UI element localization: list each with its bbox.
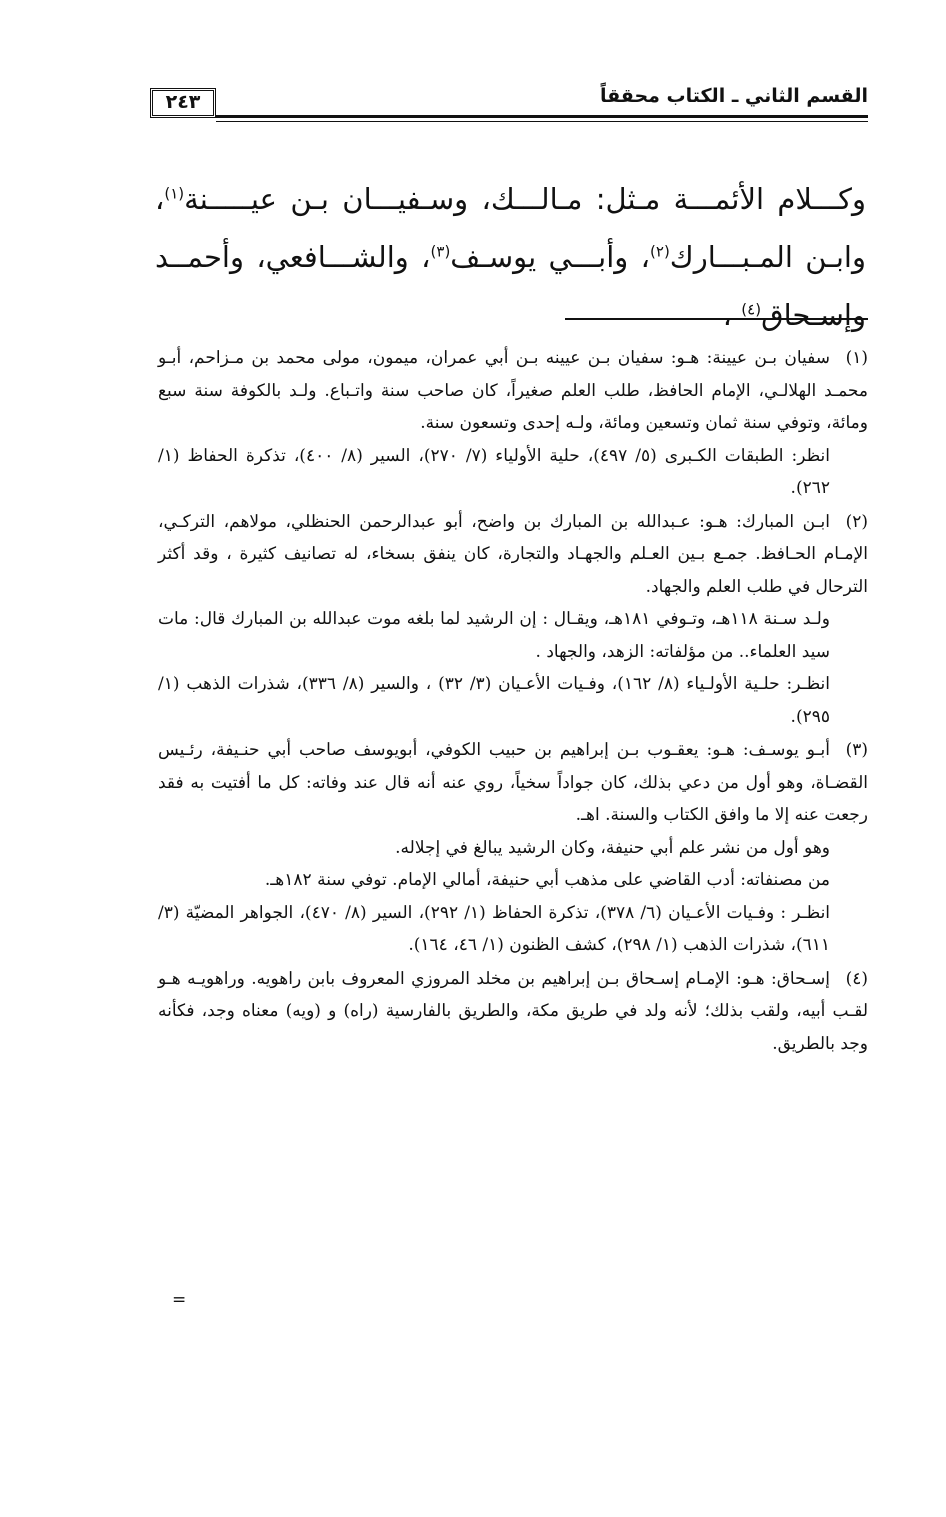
continuation-mark: =: [172, 1290, 187, 1310]
footnote-reference: (٢): [650, 242, 670, 261]
footnote-marker: (٣): [845, 740, 868, 760]
main-text-segment: ، وأبـــي يوسـف: [450, 240, 651, 274]
main-text-segment: ، وابـن المـبـــارك: [155, 182, 866, 274]
footnote-paragraph: انظـر : وفـيات الأعـيان (٦/ ٣٧٨)، تذكرة الحفاظ (١/ ٢٩٢)، السير (٨/ ٤٧٠)، الجواهر المضيّة (٣/ ٦١١)، شذرات الذهب (١/ ٢٩٨)، كشف الظنون (١/ ٤٦، ١٦٤).: [158, 902, 831, 955]
footnotes: [158, 342, 868, 1061]
footnote-marker: (٢): [845, 511, 868, 532]
footnote-text: سفيان بـن عيينة: هـو: سفيان بـن عيينه بـن أبي عمران، ميمون، مولى محمد بن مـزاحم، أبـو محمـد الهلالـي، الإمام الحافظ، طلب العلم صغيراً، كان صاحب سنة واتـباع. ولـد بالكوفة سنة سبع ومائة، وتوفي سنة ثمان وتسعين ومائة، ولـه إحدى وتسعون سنة.: [158, 348, 868, 433]
main-text-segment: ،: [722, 298, 733, 332]
footnote-text: إسـحاق: هـو: الإمـام إسـحاق بـن إبراهيم بن مخلد المروزي المعروف بابن راهويه. وراهويـه هـو لقـب أبيه، ولقب بذلك؛ لأنه ولد في طريق مكة، والطريق بالفارسية (راه) و (ويه) معناه وجد، فكأنه وجد بالطريق.: [158, 968, 868, 1054]
footnote-reference: (٤): [741, 300, 762, 319]
page-header: [150, 80, 868, 128]
footnote-paragraph: من مصنفاته: أدب القاضي على مذهب أبي حنيفة، أمالي الإمام. توفي سنة ١٨٢هـ.: [264, 870, 830, 890]
footnote-1: [158, 342, 868, 505]
footnote-paragraph: وهو أول من نشر علم أبي حنيفة، وكان الرشيد يبالغ في إجلاله.: [395, 837, 830, 858]
footnote-reference: (١): [164, 184, 185, 203]
main-text-segment: وكـــلام الأئمـــة مـثل: مـالـــك، وسـفيـــان بـن عيـــــنة: [184, 182, 866, 216]
footnote-text: ابـن المبارك: هـو: عـبدالله بن المبارك بن واضح، أبو عبدالرحمن الحنظلي، مولاهم، التركـي، الإمـام الحـافظ. جمـع بـين العـلم والجهـاد والتجارة، كان ينفق بسخاء، له تصانيف كثيرة ، وقد أكثر الترحال في طلب العلم والجهاد.: [158, 511, 868, 597]
main-text-segment: ، والشـــافعي، وأحمــد وإسـحاق: [155, 240, 866, 332]
footnote-marker: (٤): [845, 968, 868, 989]
header-rule-thin: [216, 121, 868, 122]
footnote-text: أبـو يوسـف: هـو: يعقـوب بـن إبراهيم بن حبيب الكوفي، أبويوسف صاحب أبي حنـيفة، رئـيس القضـاة، وهو أول من دعي بذلك، كان جواداً سخياً، روي عنه أنه قال عند وفاته: كل ما أفتيت به فقد رجعت عنه إلا ما وافق الكتاب والسنة. اهـ.: [158, 740, 868, 825]
header-rule: [216, 115, 868, 118]
footnote-paragraph: [158, 734, 868, 832]
footnote-paragraph: [158, 342, 868, 440]
footnote-paragraph: ولـد سـنة ١١٨هـ، وتـوفي ١٨١هـ، ويقـال : إن الرشيد لما بلغه موت عبدالله بن المبارك قال: مات سيد العلماء.. من مؤلفاته: الزهد، والجهاد .: [158, 609, 830, 662]
page-number: ٢٤٣: [150, 88, 216, 118]
footnote-paragraph: [158, 506, 868, 604]
footnote-4: [158, 963, 868, 1061]
footnote-3: [158, 734, 868, 962]
footnote-marker: (١): [845, 348, 868, 368]
running-head: القسم الثاني ـ الكتاب محققاً: [599, 85, 868, 107]
footnote-paragraph: انظـر: حلـية الأولـياء (٨/ ١٦٢)، وفـيات الأعـيان (٣/ ٣٢) ، والسير (٨/ ٣٣٦)، شذرات الذهب (١/ ٢٩٥).: [158, 674, 830, 727]
footnote-2: [158, 506, 868, 734]
footnote-separator: [565, 318, 868, 320]
footnote-paragraph: انظر: الطبقات الكـبرى (٥/ ٤٩٧)، حلية الأولياء (٧/ ٢٧٠)، السير (٨/ ٤٠٠)، تذكرة الحفاظ (١/ ٢٦٢).: [158, 445, 830, 498]
footnote-paragraph: [158, 963, 868, 1061]
footnote-reference: (٣): [430, 242, 451, 261]
